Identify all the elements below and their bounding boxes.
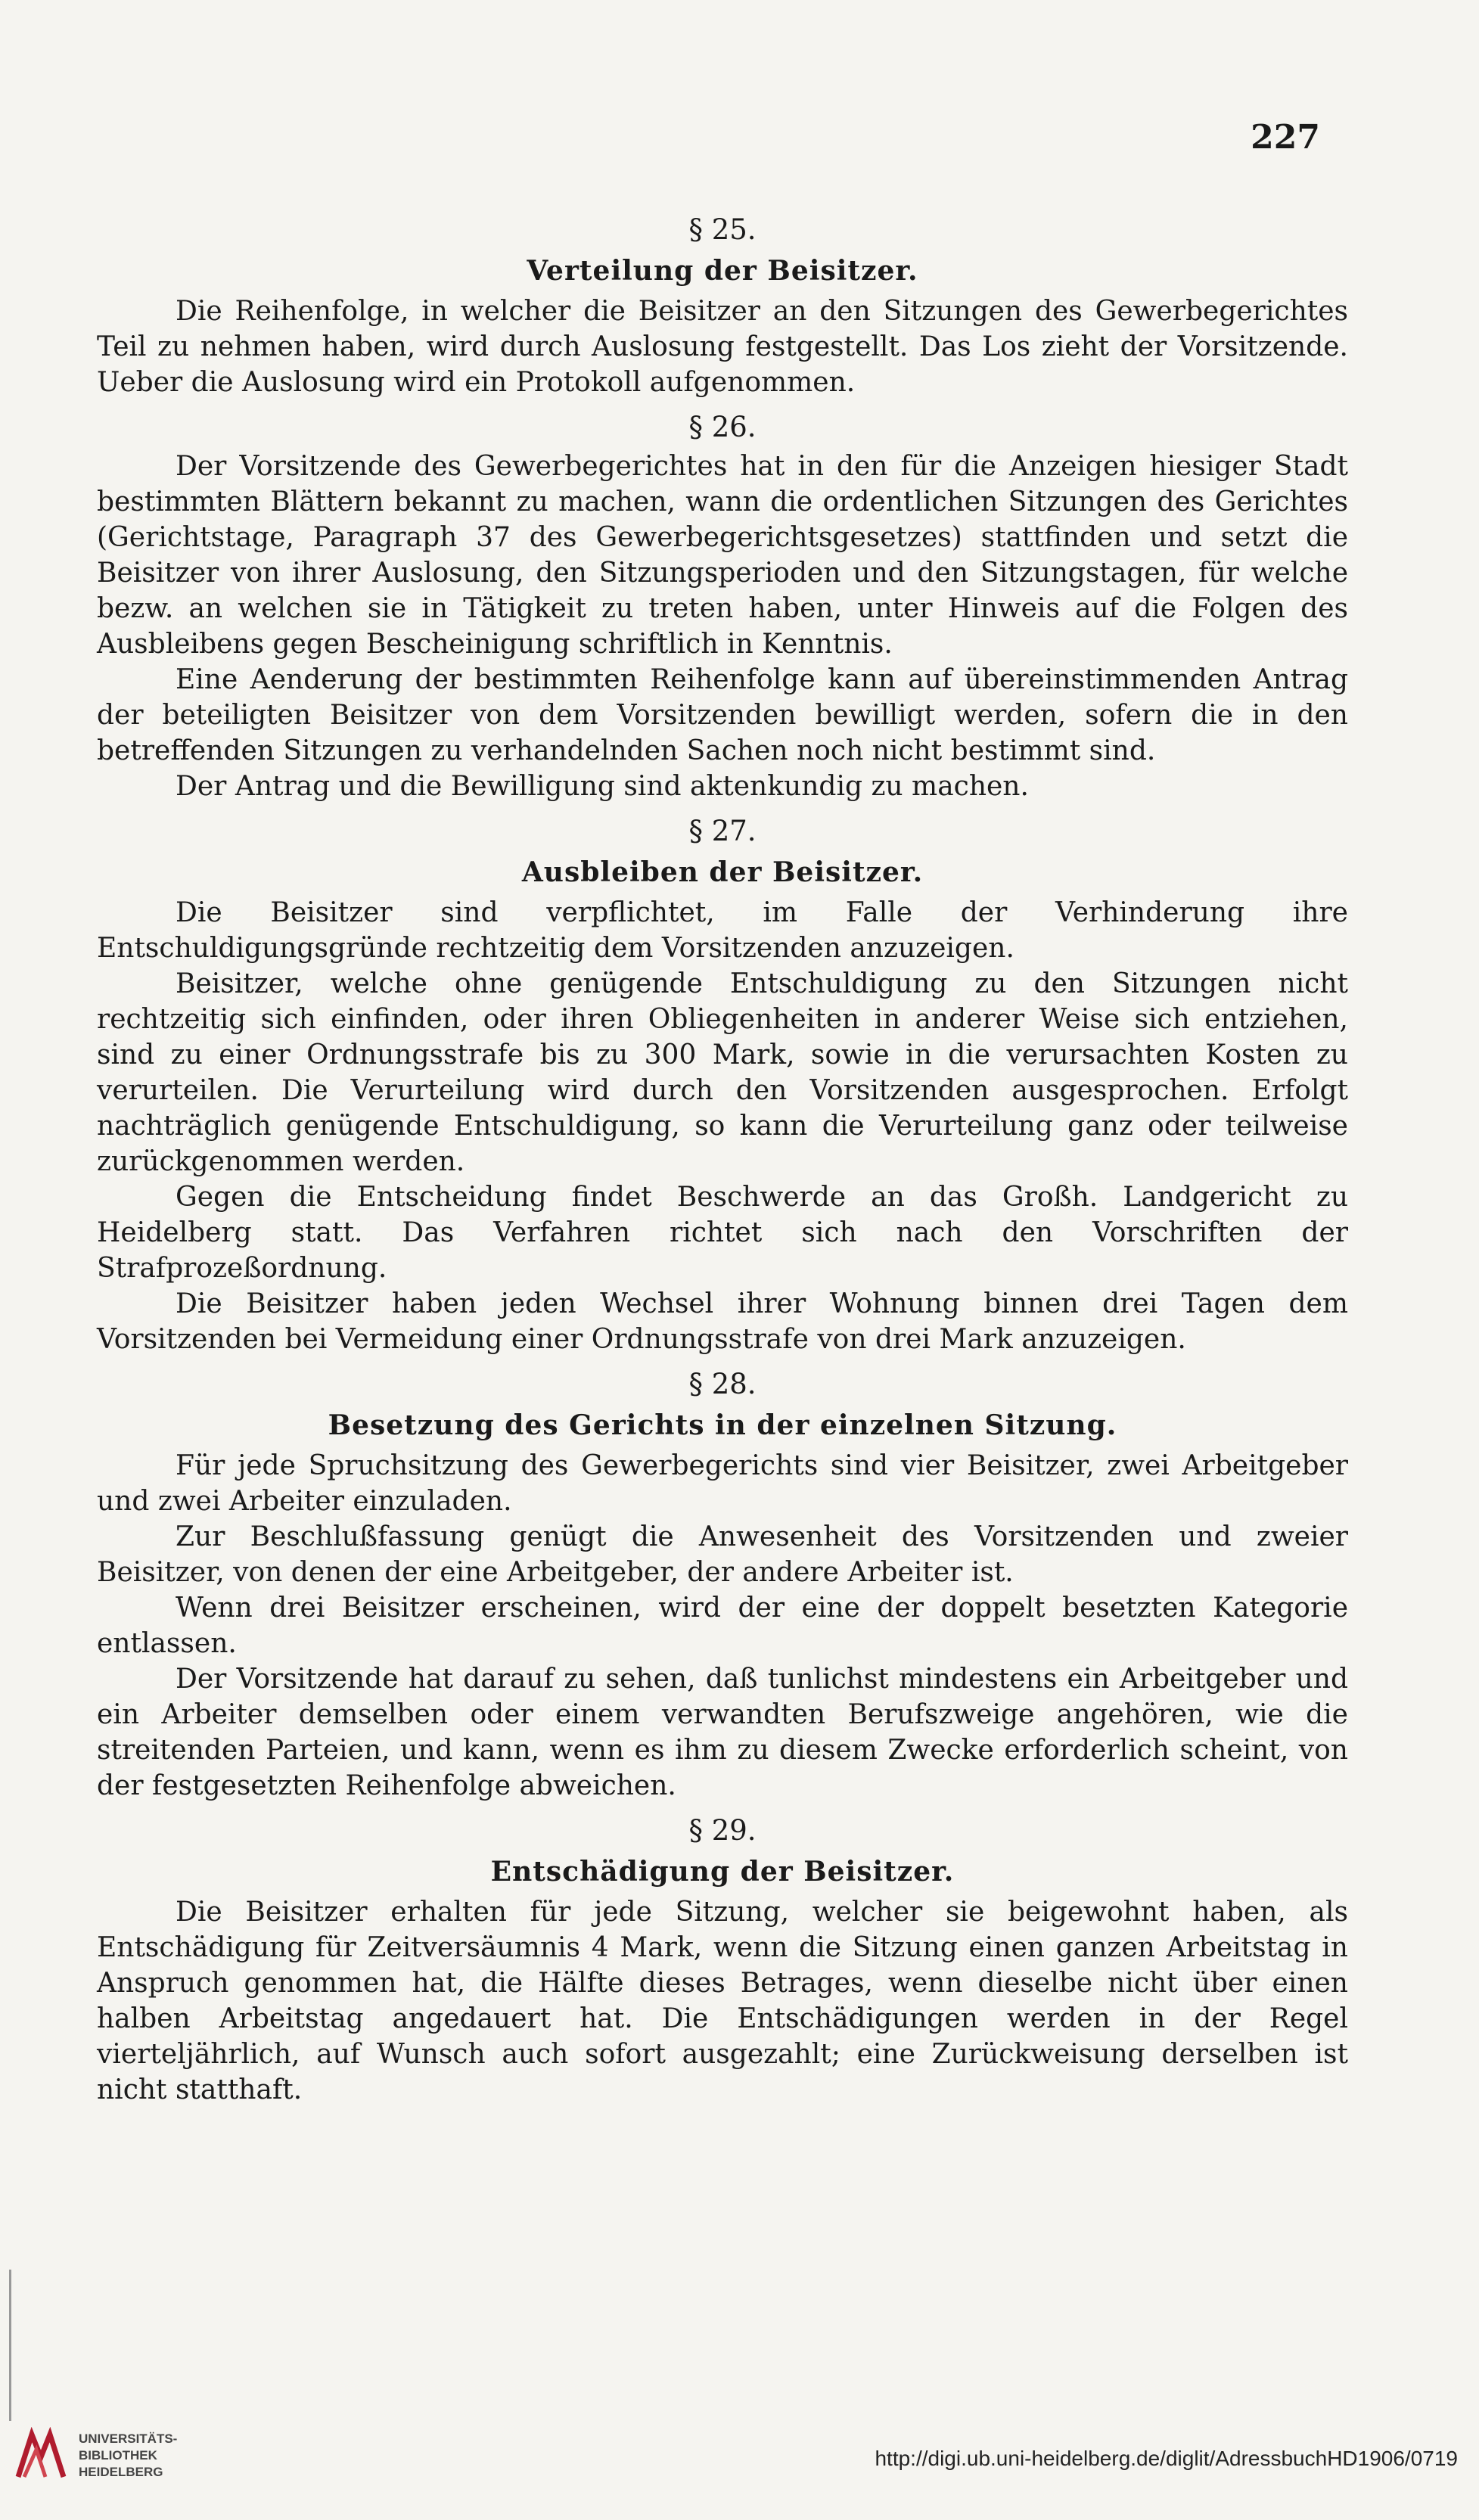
margin-rule bbox=[9, 2270, 11, 2421]
section-number: § 27. bbox=[688, 815, 757, 847]
section-29 bbox=[97, 1811, 1348, 2108]
paragraph: Die Beisitzer haben jeden Wechsel ihrer Wohnung binnen drei Tagen dem Vorsitzenden bei Vermeidung einer Ordnungsstrafe von drei Mark anzuzeigen. bbox=[97, 1288, 1348, 1355]
source-url-link[interactable]: http://digi.ub.uni-heidelberg.de/diglit/AdressbuchHD1906/0719 bbox=[875, 2447, 1458, 2470]
section-28 bbox=[97, 1365, 1348, 1804]
library-logo[interactable] bbox=[11, 2418, 207, 2494]
library-line: UNIVERSITÄTS- bbox=[79, 2431, 178, 2446]
library-seal-icon bbox=[11, 2427, 71, 2484]
paragraph: Beisitzer, welche ohne genügende Entschuldigung zu den Sitzungen nicht rechtzeitig sich einfinden, oder ihren Obliegenheiten in anderer Weise sich entziehen, sind zu einer Ordnungsstrafe bis zu 300 Mark, sowie in die verursachten Kosten zu verurteilen. Die Verurteilung wird durch den Vorsitzenden ausgesprochen. Erfolgt nachträglich genügende Entschuldigung, so kann die Verurteilung ganz oder teilweise zurückgenommen werden. bbox=[97, 968, 1348, 1177]
library-line: HEIDELBERG bbox=[79, 2465, 163, 2479]
section-27 bbox=[97, 812, 1348, 1357]
paragraph: Der Vorsitzende des Gewerbegerichtes hat in den für die Anzeigen hiesiger Stadt bestimmten Blättern bekannt zu machen, wann die ordentlichen Sitzungen des Gerichtes (Gerichtstage, Paragraph 37 des Gewerbegerichtsgesetzes) stattfinden und setzt die Beisitzer von ihrer Auslosung, den Sitzungsperioden und den Sitzungstagen, für welche bezw. an welchen sie in Tätigkeit zu treten haben, unter Hinweis auf die Folgen des Ausbleibens gegen Bescheinigung schriftlich in Kenntnis. bbox=[97, 451, 1348, 660]
paragraph: Wenn drei Beisitzer erscheinen, wird der eine der doppelt besetzten Kategorie entlassen. bbox=[97, 1592, 1348, 1659]
paragraph: Eine Aenderung der bestimmten Reihenfolge kann auf übereinstimmenden Antrag der beteiligten Beisitzer von dem Vorsitzenden bewilligt werden, sofern die in den betreffenden Sitzungen zu verhandelnden Sachen noch nicht bestimmt sind. bbox=[97, 664, 1348, 766]
paragraph: Die Beisitzer erhalten für jede Sitzung, welcher sie beigewohnt haben, als Entschädigung für Zeitversäumnis 4 Mark, wenn die Sitzung einen ganzen Arbeitstag in Anspruch genommen hat, die Hälfte dieses Betrages, wenn dieselbe nicht über einen halben Arbeitstag angedauert hat. Die Entschädigungen werden in der Regel vierteljährlich, auf Wunsch auch sofort ausgezahlt; eine Zurückweisung derselben ist nicht statthaft. bbox=[97, 1897, 1348, 2105]
section-heading: Verteilung der Beisitzer. bbox=[527, 255, 918, 287]
paragraph: Der Vorsitzende hat darauf zu sehen, daß tunlichst mindestens ein Arbeitgeber und ein Arbeiter demselben oder einem verwandten Berufszweige angehören, wie die streitenden Parteien, und kann, wenn es ihm zu diesem Zwecke erforderlich scheint, von der festgesetzten Reihenfolge abweichen. bbox=[97, 1664, 1348, 1801]
page-number: 227 bbox=[1251, 118, 1320, 157]
page-body bbox=[97, 203, 1348, 2112]
paragraph: Für jede Spruchsitzung des Gewerbegerichts sind vier Beisitzer, zwei Arbeitgeber und zwei Arbeiter einzuladen. bbox=[97, 1450, 1348, 1517]
section-number: § 26. bbox=[688, 411, 757, 443]
library-line: BIBLIOTHEK bbox=[79, 2448, 157, 2463]
section-heading: Ausbleiben der Beisitzer. bbox=[521, 856, 924, 888]
section-heading: Besetzung des Gerichts in der einzelnen Sitzung. bbox=[328, 1409, 1117, 1441]
section-number: § 28. bbox=[688, 1368, 757, 1400]
library-name bbox=[79, 2431, 177, 2481]
section-number: § 25. bbox=[688, 213, 757, 246]
paragraph: Zur Beschlußfassung genügt die Anwesenheit des Vorsitzenden und zweier Beisitzer, von denen der eine Arbeitgeber, der andere Arbeiter ist. bbox=[97, 1521, 1348, 1588]
paragraph: Der Antrag und die Bewilligung sind aktenkundig zu machen. bbox=[176, 771, 1029, 802]
paragraph: Gegen die Entscheidung findet Beschwerde an das Großh. Landgericht zu Heidelberg statt. Das Verfahren richtet sich nach den Vorschriften der Strafprozeßordnung. bbox=[97, 1182, 1348, 1284]
paragraph: Die Beisitzer sind verpflichtet, im Falle der Verhinderung ihre Entschuldigungsgründe rechtzeitig dem Vorsitzenden anzuzeigen. bbox=[97, 897, 1348, 964]
section-number: § 29. bbox=[688, 1814, 757, 1847]
section-heading: Entschädigung der Beisitzer. bbox=[490, 1856, 955, 1888]
section-25 bbox=[97, 210, 1348, 400]
section-26 bbox=[97, 408, 1348, 804]
paragraph: Die Reihenfolge, in welcher die Beisitzer an den Sitzungen des Gewerbegerichtes Teil zu nehmen haben, wird durch Auslosung festgestellt. Das Los zieht der Vorsitzende. Ueber die Auslosung wird ein Protokoll aufgenommen. bbox=[97, 296, 1348, 398]
